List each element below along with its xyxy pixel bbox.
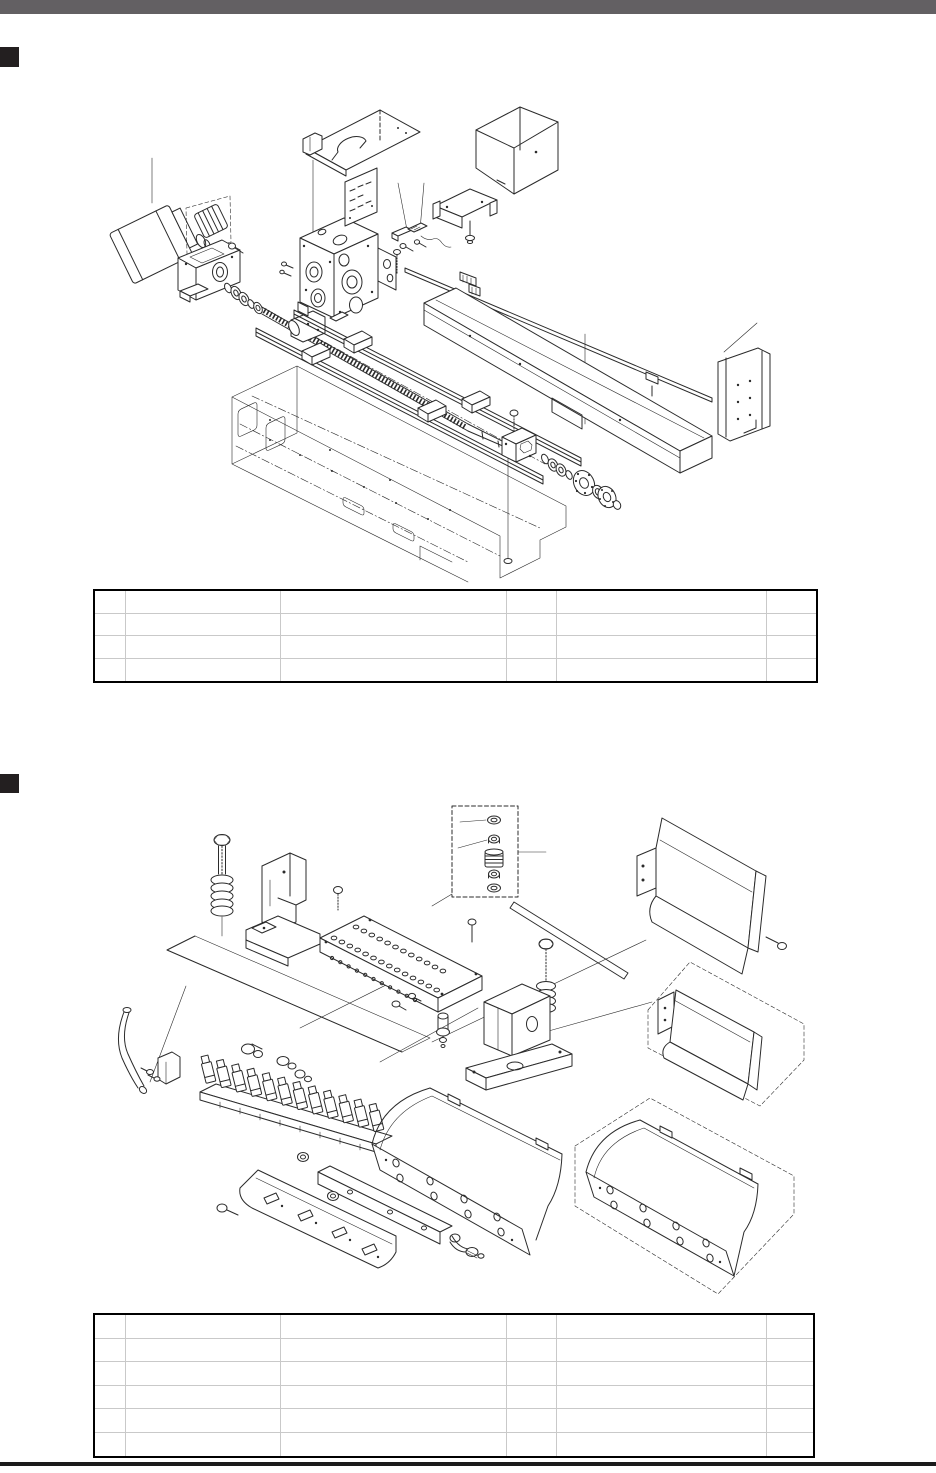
elbow-fitting	[450, 1234, 484, 1258]
slotted-cover	[372, 1088, 562, 1255]
table-cell	[767, 1433, 813, 1457]
table-cell	[507, 659, 557, 682]
table-cell	[126, 1339, 281, 1363]
table-cell	[557, 659, 767, 682]
table-cell	[507, 636, 557, 659]
table-cell	[126, 1386, 281, 1410]
table-cell	[557, 1315, 767, 1339]
table-cell	[281, 636, 507, 659]
main-casting	[280, 218, 401, 321]
side-panel	[718, 348, 770, 441]
sheet-metal-cover	[637, 818, 787, 974]
table-cell	[507, 1339, 557, 1363]
table-cell	[95, 1315, 126, 1339]
table-cell	[557, 1339, 767, 1363]
table-cell	[507, 1433, 557, 1457]
table-cell	[557, 591, 767, 614]
table-cell	[557, 1433, 767, 1457]
table-cell	[126, 659, 281, 682]
table-cell	[281, 591, 507, 614]
table-cell	[95, 1409, 126, 1433]
table-cell	[767, 1386, 813, 1410]
top-cover-plate	[303, 110, 420, 176]
end-bearing-block	[502, 410, 536, 462]
parts-table-lower	[93, 1313, 815, 1458]
table-cell	[767, 659, 816, 682]
table-cell	[767, 591, 816, 614]
shelf-bracket	[433, 189, 497, 244]
table-cell	[95, 1339, 126, 1363]
dashed-spare-cover	[648, 962, 804, 1106]
support-bracket	[246, 853, 320, 966]
drilled-bracket	[345, 168, 377, 226]
figure-exploded-view-upper	[0, 85, 936, 585]
table-cell	[126, 614, 281, 637]
cover-strip	[510, 902, 628, 979]
table-cell	[95, 636, 126, 659]
drilled-manifold-block	[320, 887, 482, 1048]
figure-exploded-view-lower	[0, 795, 936, 1305]
table-cell	[767, 1409, 813, 1433]
small-plates-and-screws	[392, 223, 451, 251]
table-cell	[507, 1362, 557, 1386]
washer-set	[223, 282, 264, 315]
table-cell	[281, 1315, 507, 1339]
tool-rest-block	[466, 939, 572, 1090]
table-cell	[557, 1362, 767, 1386]
solenoid-valve-bank	[200, 1055, 392, 1152]
table-cell	[126, 591, 281, 614]
slotted-bracket-plate	[217, 1153, 396, 1269]
table-cell	[767, 614, 816, 637]
table-cell	[767, 636, 816, 659]
table-cell	[126, 1409, 281, 1433]
table-cell	[95, 1362, 126, 1386]
table-cell	[281, 1433, 507, 1457]
table-cell	[126, 1433, 281, 1457]
table-cell	[281, 1339, 507, 1363]
table-cell	[281, 1386, 507, 1410]
table-cell	[557, 1386, 767, 1410]
table-cell	[95, 659, 126, 682]
section-marker-2	[0, 774, 19, 793]
hose-fitting	[141, 1052, 180, 1084]
table-cell	[281, 614, 507, 637]
table-cell	[767, 1315, 813, 1339]
table-cell	[126, 1315, 281, 1339]
parts-table-upper	[93, 589, 818, 683]
hose	[118, 1008, 148, 1095]
funnel-cover	[476, 107, 558, 194]
table-cell	[95, 591, 126, 614]
machine-base	[232, 366, 566, 582]
table-cell	[281, 1362, 507, 1386]
table-cell	[507, 1386, 557, 1410]
table-cell	[281, 659, 507, 682]
table-cell	[557, 636, 767, 659]
table-cell	[95, 1433, 126, 1457]
table-cell	[281, 1409, 507, 1433]
table-cell	[507, 591, 557, 614]
table-cell	[507, 614, 557, 637]
table-cell	[767, 1362, 813, 1386]
page-header-band	[0, 0, 936, 14]
page-footer-rule	[0, 1462, 936, 1466]
table-cell	[126, 1362, 281, 1386]
table-cell	[95, 614, 126, 637]
table-cell	[557, 1409, 767, 1433]
table-cell	[507, 1315, 557, 1339]
table-cell	[767, 1339, 813, 1363]
hex-bolt-with-spring-washers	[211, 835, 233, 937]
table-cell	[126, 636, 281, 659]
table-cell	[557, 614, 767, 637]
dashed-detail-box	[452, 806, 518, 897]
table-cell	[507, 1409, 557, 1433]
section-marker-1	[0, 47, 19, 67]
table-cell	[95, 1386, 126, 1410]
dashed-slotted-cover	[575, 1098, 794, 1294]
